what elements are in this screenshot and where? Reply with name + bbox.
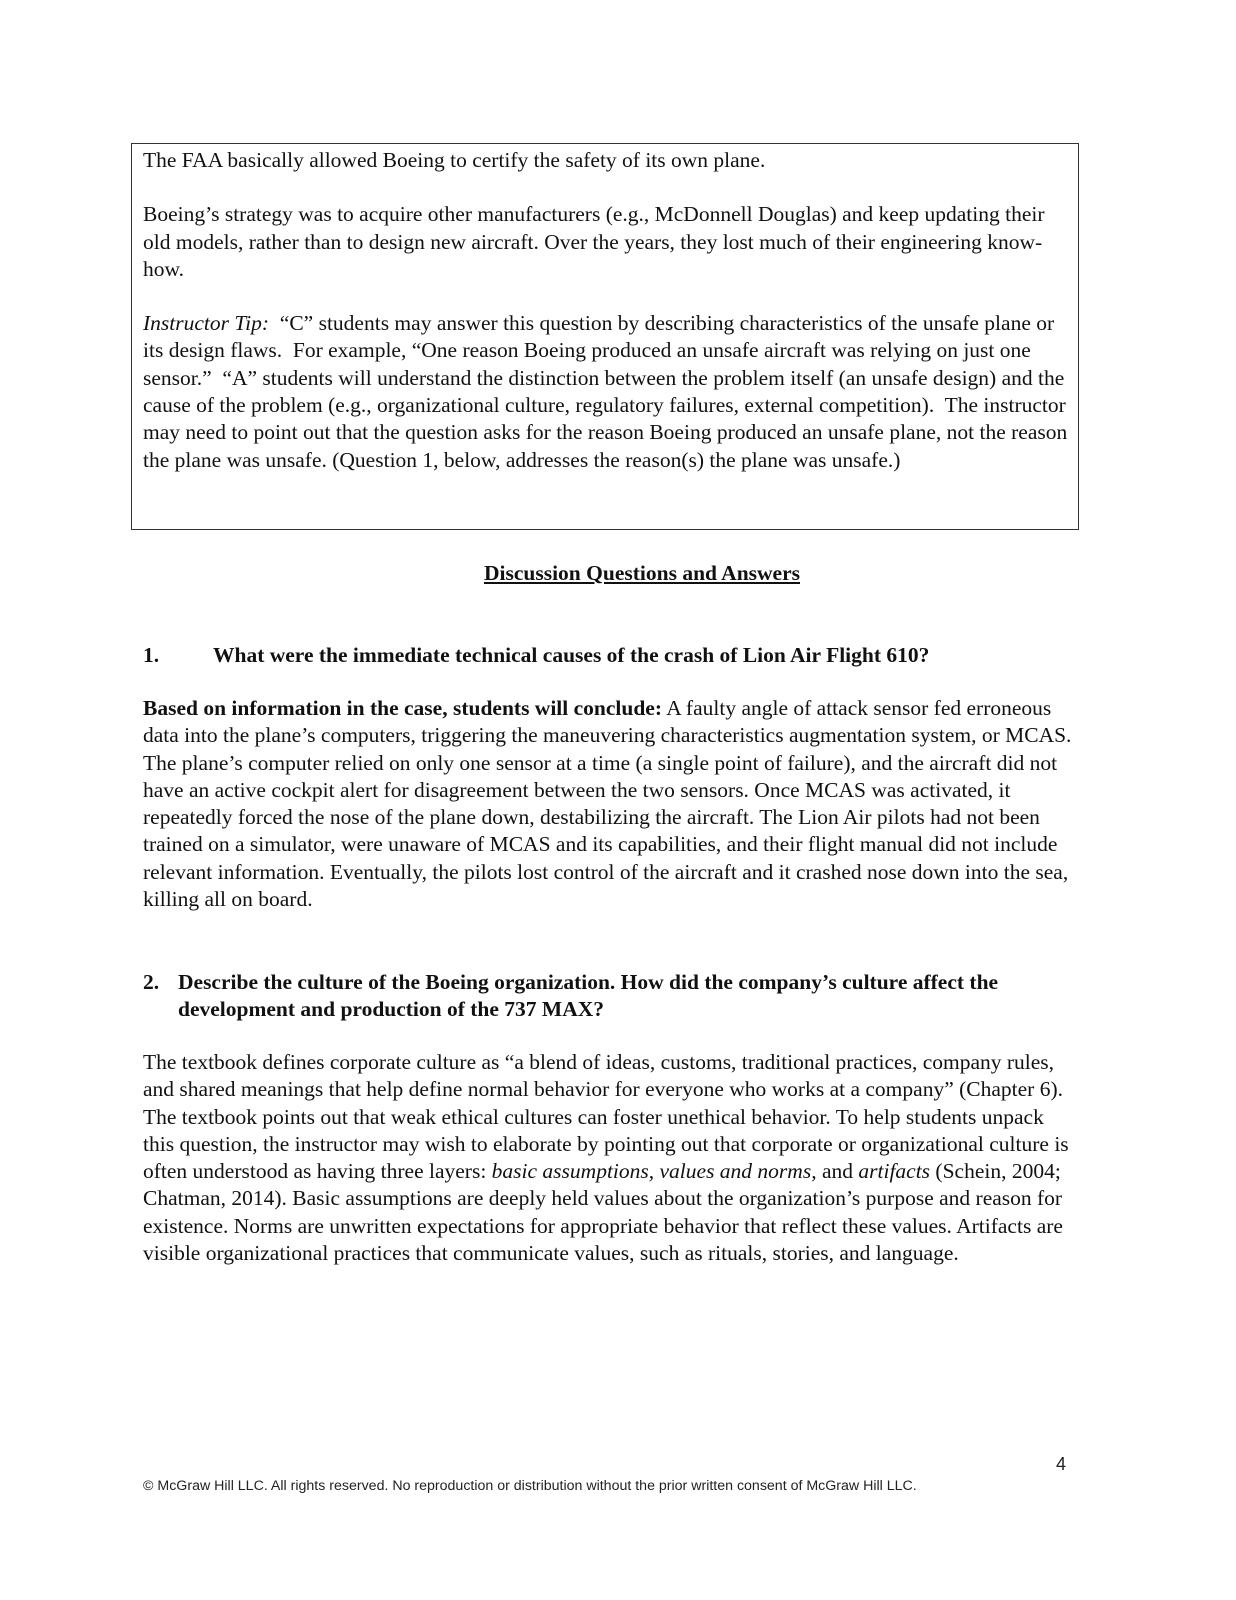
answer-2 (143, 1049, 1073, 1267)
question-1-number: 1. (143, 643, 160, 667)
box-paragraph-tip (143, 310, 1072, 474)
question-2-number: 2. (143, 970, 160, 994)
page-number: 4 (1056, 1454, 1067, 1474)
box-paragraph-strategy: Boeing’s strategy was to acquire other manufacturers (e.g., McDonnell Douglas) and keep updating their old models, rather than to design new aircraft. Over the years, they lost much of their engineering know-how. (143, 202, 1045, 281)
answer-1-text: A faulty angle of attack sensor fed erroneous data into the plane’s computers, triggering the maneuvering characteristics augmentation system, or MCAS. The plane’s computer relied on only one sensor at a time (a single point of failure), and the aircraft did not have an active cockpit alert for disagreement between the two sensors. Once MCAS was activated, it repeatedly forced the nose of the plane down, destabilizing the aircraft. The Lion Air pilots had not been trained on a simulator, were unaware of MCAS and its capabilities, and their flight manual did not include relevant information. Eventually, the pilots lost control of the aircraft and it crashed nose down into the sea, killing all on board. (143, 696, 1072, 912)
answer-1 (143, 695, 1073, 913)
answer-2-part3: (Schein, 2004; Chatman, 2014). Basic assumptions are deeply held values about the organization’s purpose and reason for existence. Norms are unwritten expectations for appropriate behavior that reflect these values. Artifacts are visible organizational practices that communicate values, such as rituals, stories, and language. (143, 1159, 1063, 1266)
instructor-note-box (131, 143, 1079, 530)
instructor-tip-label: Instructor Tip: (143, 311, 270, 336)
answer-1-lead: Based on information in the case, students will conclude: (143, 696, 663, 720)
answer-2-part2: and (816, 1159, 859, 1184)
question-1 (143, 642, 1086, 669)
instructor-tip-text: “C” students may answer this question by describing characteristics of the unsafe plane or its design flaws. For example, “One reason Boeing produced an unsafe aircraft was relying on just one sensor.” “A” students will understand the distinction between the problem itself (an unsafe design) and the cause of the problem (e.g., organizational culture, regulatory failures, external competition). The instructor may need to point out that the question asks for the reason Boeing produced an unsafe plane, not the reason the plane was unsafe. (Question 1, below, addresses the reason(s) the plane was unsafe.) (143, 311, 1073, 472)
section-heading-text: Discussion Questions and Answers (483, 561, 800, 585)
instructor-note-content (143, 147, 1072, 474)
answer-2-italic-layers: basic assumptions, values and norms, (491, 1159, 817, 1184)
box-paragraph-faa: The FAA basically allowed Boeing to certify the safety of its own plane. (143, 148, 766, 172)
question-2-text: Describe the culture of the Boeing organization. How did the company’s culture affect the development and production of the 737 MAX? (178, 970, 999, 1022)
question-2 (143, 969, 1073, 1024)
copyright-footer: © McGraw Hill LLC. All rights reserved. No reproduction or distribution without the prior written consent of McGraw Hill LLC. (143, 1478, 917, 1494)
section-heading (0, 560, 1236, 587)
question-1-text: What were the immediate technical causes of the crash of Lion Air Flight 610? (213, 643, 930, 667)
answer-2-part1: The textbook defines corporate culture as “a blend of ideas, customs, traditional practices, company rules, and shared meanings that help define normal behavior for everyone who works at a company” (Chapter 6). The textbook points out that weak ethical cultures can foster unethical behavior. To help students unpack this question, the instructor may wish to elaborate by pointing out that corporate or organizational culture is often understood as having three layers: (143, 1050, 1069, 1184)
answer-2-italic-artifacts: artifacts (858, 1159, 931, 1184)
